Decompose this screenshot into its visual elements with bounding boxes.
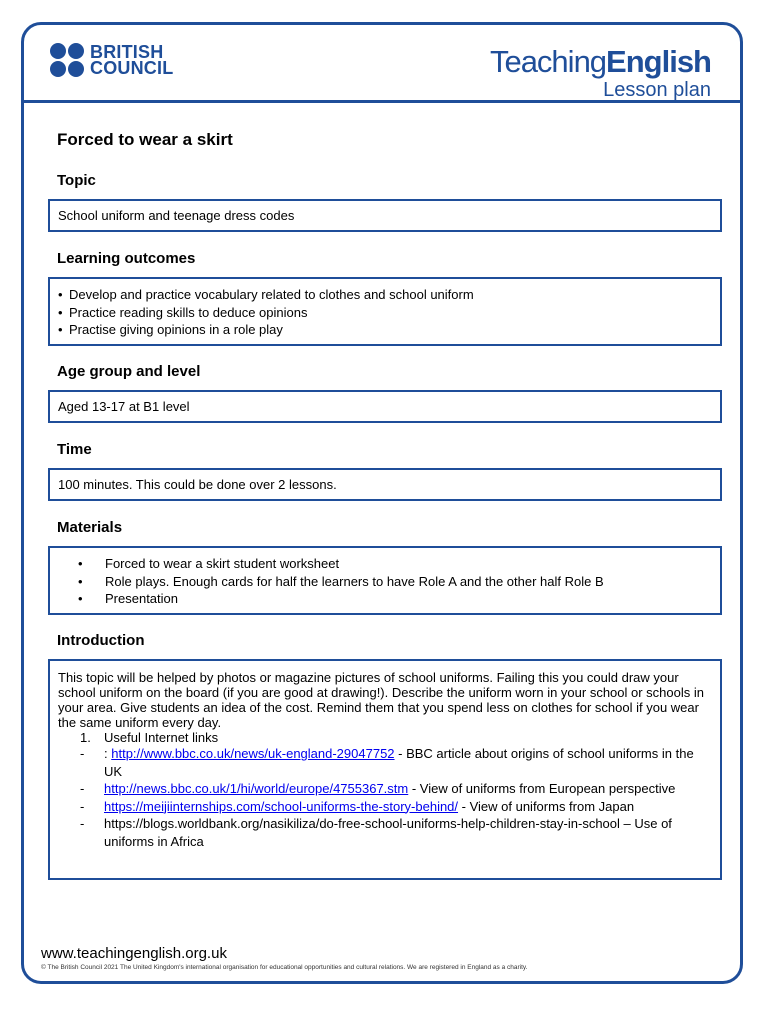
age-text: Aged 13-17 at B1 level bbox=[58, 399, 190, 414]
age-box bbox=[48, 390, 722, 423]
logo-line-2: COUNCIL bbox=[90, 58, 174, 78]
time-text: 100 minutes. This could be done over 2 lessons. bbox=[58, 477, 337, 492]
dash-marker: - bbox=[80, 816, 85, 831]
link-item bbox=[58, 780, 712, 798]
bbc-uk-link[interactable]: http://www.bbc.co.uk/news/uk-england-29047752 bbox=[111, 746, 395, 761]
materials-heading: Materials bbox=[57, 519, 123, 536]
introduction-heading: Introduction bbox=[57, 632, 145, 649]
dash-marker: - bbox=[80, 798, 85, 814]
brand-light: Teaching bbox=[489, 44, 607, 79]
link-item bbox=[58, 745, 712, 780]
worldbank-link-text: https://blogs.worldbank.org/nasikiliza/do-free-school-uniforms-help-children-stay-in-school – Use of uniforms in Africa bbox=[104, 816, 672, 849]
british-council-dots-icon bbox=[50, 43, 84, 77]
list-item: • Practise giving opinions in a role play bbox=[58, 321, 712, 339]
topic-box bbox=[48, 199, 722, 232]
page-title: Forced to wear a skirt bbox=[57, 130, 233, 149]
dash-marker: - bbox=[80, 746, 85, 761]
link-prefix: : bbox=[104, 746, 112, 761]
numbered-item bbox=[58, 730, 712, 745]
teaching-english-logo bbox=[490, 44, 711, 80]
logo-line-1: BRITISH bbox=[90, 42, 164, 62]
outcomes-box bbox=[48, 277, 722, 346]
document-type: Lesson plan bbox=[603, 79, 711, 101]
list-item: • Develop and practice vocabulary related to clothes and school uniform bbox=[58, 286, 712, 304]
materials-box bbox=[48, 546, 722, 615]
british-council-logo bbox=[50, 43, 173, 77]
time-box bbox=[48, 468, 722, 501]
topic-text: School uniform and teenage dress codes bbox=[58, 208, 295, 223]
link-item bbox=[58, 798, 712, 816]
footer-copyright: © The British Council 2021 The United Kingdom's international organisation for educational opportunities and cultural relations. We are registered in England as a charity. bbox=[41, 964, 528, 971]
dash-marker: - bbox=[80, 781, 85, 796]
japan-uniforms-link[interactable]: https://meijiinternships.com/school-uniforms-the-story-behind/ bbox=[104, 798, 459, 814]
list-item: • Presentation bbox=[58, 590, 712, 608]
list-item: • Forced to wear a skirt student worksheet bbox=[58, 555, 712, 573]
list-number: 1. bbox=[80, 730, 91, 745]
link-description: - BBC article about origins of school uniforms in the UK bbox=[104, 746, 694, 779]
link-description: - View of uniforms from European perspective bbox=[408, 781, 676, 796]
list-item: • Role plays. Enough cards for half the learners to have Role A and the other half Role B bbox=[58, 573, 712, 591]
footer-website[interactable]: www.teachingenglish.org.uk bbox=[41, 945, 227, 962]
list-item: • Practice reading skills to deduce opinions bbox=[58, 304, 712, 322]
link-description: - View of uniforms from Japan bbox=[458, 798, 635, 814]
topic-heading: Topic bbox=[57, 172, 96, 189]
brand-bold: English bbox=[606, 44, 711, 79]
outcomes-heading: Learning outcomes bbox=[57, 250, 196, 267]
bbc-europe-link[interactable]: http://news.bbc.co.uk/1/hi/world/europe/4755367.stm bbox=[104, 781, 409, 796]
introduction-paragraph: This topic will be helped by photos or magazine pictures of school uniforms. Failing this you could draw your school uniform on the board (if you are good at drawing!). Describe the uniform worn in your school or schools in your area. Give students an idea of the cost. Remind them that you spend less on clothes for school if you wear the same uniform every day. bbox=[58, 670, 704, 730]
time-heading: Time bbox=[57, 441, 92, 458]
age-heading: Age group and level bbox=[57, 363, 201, 380]
link-item bbox=[58, 815, 712, 850]
list-label: Useful Internet links bbox=[104, 730, 219, 745]
introduction-box bbox=[48, 659, 722, 880]
